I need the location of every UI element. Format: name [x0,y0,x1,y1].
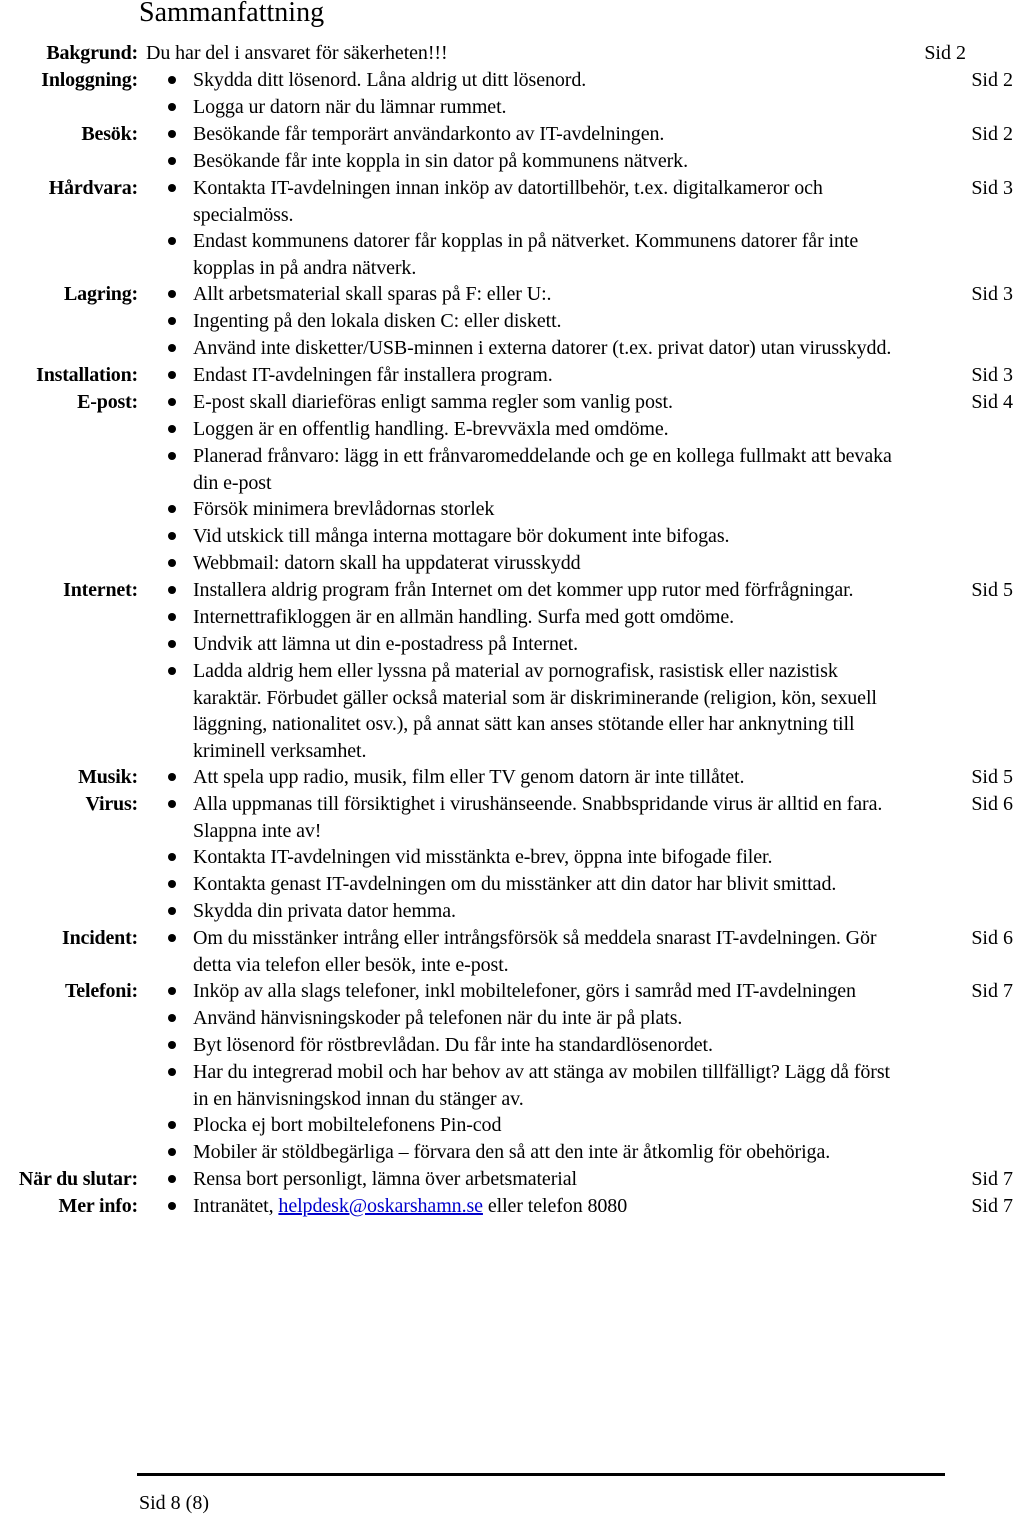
page-reference: Sid 7 [971,980,1013,1002]
page-reference-empty [903,1139,1015,1166]
section-label: Mer info: [58,1195,138,1217]
page-reference-empty [903,308,1015,335]
section-label-empty [0,1032,138,1059]
summary-item: Besökande får inte koppla in sin dator på kommunens nätverk. [138,148,903,175]
page-reference: Sid 6 [971,793,1013,815]
page-reference: Sid 7 [971,1168,1013,1190]
summary-row [0,335,960,362]
page-title: Sammanfattning [139,0,325,28]
summary-row [0,416,960,443]
summary-list [0,40,1013,1220]
summary-row [0,898,960,925]
summary-item: Du har del i ansvaret för säkerheten!!! [146,42,448,64]
summary-item: Att spela upp radio, musik, film eller TV genom datorn är inte tillåtet. [138,764,903,791]
page-reference: Sid 7 [971,1195,1013,1217]
summary-row [0,844,960,871]
page-reference-empty [903,523,1015,550]
page-reference-empty [903,1032,1015,1059]
summary-item: Byt lösenord för röstbrevlådan. Du får inte ha standardlösenordet. [138,1032,903,1059]
summary-item: Skydda din privata dator hemma. [138,898,903,925]
page-reference-empty [903,550,1015,577]
summary-item: Besökande får temporärt användarkonto av IT-avdelningen. [138,121,903,148]
summary-item: Rensa bort personligt, lämna över arbetsmaterial [138,1166,903,1193]
section-label: Telefoni: [64,980,138,1002]
summary-row-more-info [0,1193,1013,1220]
page-reference: Sid 3 [971,177,1013,199]
section-label-empty [0,496,138,523]
summary-row [0,1059,960,1112]
summary-row [0,148,960,175]
section-label: Bakgrund: [46,42,138,64]
summary-item: Ingenting på den lokala disken C: eller diskett. [138,308,903,335]
summary-row [0,496,960,523]
page-reference-empty [903,148,1015,175]
page-reference-empty [903,335,1015,362]
summary-item: Allt arbetsmaterial skall sparas på F: eller U:. [138,281,903,308]
summary-item: Vid utskick till många interna mottagare bör dokument inte bifogas. [138,523,903,550]
summary-item: Använd inte disketter/USB-minnen i externa datorer (t.ex. privat dator) utan virusskydd. [138,335,903,362]
summary-item: Mobiler är stöldbegärliga – förvara den så att den inte är åtkomlig för obehöriga. [138,1139,903,1166]
section-label-empty [0,148,138,175]
summary-item: Logga ur datorn när du lämnar rummet. [138,94,903,121]
summary-item: Installera aldrig program från Internet om det kommer upp rutor med förfrågningar. [138,577,903,604]
section-label: E-post: [77,391,138,413]
summary-row [0,658,960,764]
section-label-empty [0,335,138,362]
summary-item: Kontakta IT-avdelningen innan inköp av datortillbehör, t.ex. digitalkameror och specialmöss. [138,175,903,228]
page-reference-empty [903,228,1015,281]
section-label-empty [0,94,138,121]
summary-row [0,121,1013,148]
section-label-empty [0,308,138,335]
summary-item: Endast IT-avdelningen får installera program. [138,362,903,389]
more-info-suffix: eller telefon 8080 [482,1195,628,1217]
section-label-empty [0,1005,138,1032]
summary-row [0,443,960,496]
summary-row [0,925,1013,978]
footer-divider [137,1473,945,1476]
section-label: Besök: [81,123,138,145]
section-label-empty [0,898,138,925]
summary-row [0,1112,960,1139]
page-reference: Sid 6 [971,927,1013,949]
summary-item: Inköp av alla slags telefoner, inkl mobiltelefoner, görs i samråd med IT-avdelningen [138,978,903,1005]
section-label: Virus: [85,793,138,815]
summary-row [0,523,960,550]
more-info-prefix: Intranätet, [193,1195,279,1217]
summary-row [0,631,960,658]
summary-item: Om du misstänker intrång eller intrångsförsök så meddela snarast IT-avdelningen. Gör detta via telefon eller besök, inte e-post. [138,925,903,978]
summary-item: Skydda ditt lösenord. Låna aldrig ut ditt lösenord. [138,67,903,94]
summary-row [0,550,960,577]
helpdesk-email-link[interactable]: helpdesk@oskarshamn.se [278,1195,483,1217]
page-reference: Sid 5 [971,766,1013,788]
section-label-empty [0,658,138,764]
section-label: När du slutar: [18,1168,138,1190]
summary-row [0,228,960,281]
page-reference: Sid 3 [971,283,1013,305]
page-reference-empty [903,416,1015,443]
section-label-empty [0,550,138,577]
page-reference-empty [903,604,1015,631]
section-label-empty [0,443,138,496]
section-label: Hårdvara: [48,177,138,199]
summary-row [0,577,1013,604]
summary-row [0,791,1013,844]
summary-item: Loggen är en offentlig handling. E-brevväxla med omdöme. [138,416,903,443]
page-reference-empty [903,443,1015,496]
summary-row [0,67,1013,94]
summary-item: Ladda aldrig hem eller lyssna på material av pornografisk, rasistisk eller nazistisk karaktär. Förbudet gäller också material som är diskriminerande (religion, kön, sexuell läggning, nationalitet osv.), på annat sätt kan anses stötande eller har anknytning till kriminell verksamhet. [138,658,903,764]
summary-row [0,389,1013,416]
section-label-empty [0,604,138,631]
summary-item: Undvik att lämna ut din e-postadress på Internet. [138,631,903,658]
footer-page-number: Sid 8 (8) [139,1492,209,1514]
summary-row [0,764,1013,791]
summary-item: Plocka ej bort mobiltelefonens Pin-cod [138,1112,903,1139]
summary-row [0,281,1013,308]
page-reference-empty [903,871,1015,898]
section-label-empty [0,416,138,443]
section-label-empty [0,844,138,871]
page-reference: Sid 2 [971,69,1013,91]
summary-item: Kontakta IT-avdelningen vid misstänkta e-brev, öppna inte bifogade filer. [138,844,903,871]
section-label: Installation: [36,364,138,386]
page-reference: Sid 3 [971,364,1013,386]
page-reference-empty [903,1112,1015,1139]
section-label-empty [0,1059,138,1112]
summary-item: Alla uppmanas till försiktighet i virushänseende. Snabbspridande virus är alltid en fara. Slappna inte av! [138,791,903,844]
summary-row [0,94,960,121]
summary-row [0,308,960,335]
page-reference-empty [903,898,1015,925]
section-label: Musik: [78,766,138,788]
summary-item: Använd hänvisningskoder på telefonen när du inte är på plats. [138,1005,903,1032]
section-label: Lagring: [64,283,138,305]
page-reference-empty [903,658,1015,764]
summary-row [0,1139,960,1166]
section-label-empty [0,1112,138,1139]
more-info-item [138,1193,903,1220]
summary-item: Har du integrerad mobil och har behov av att stänga av mobilen tillfälligt? Lägg då först in en hänvisningskod innan du stänger av. [138,1059,903,1112]
page-reference-empty [903,94,1015,121]
summary-row [0,362,1013,389]
section-label: Internet: [63,579,138,601]
page-reference-empty [903,1059,1015,1112]
summary-row [0,1166,1013,1193]
summary-item: Kontakta genast IT-avdelningen om du misstänker att din dator har blivit smittad. [138,871,903,898]
summary-row [0,1032,960,1059]
summary-row [0,40,966,67]
page-reference-empty [903,631,1015,658]
summary-item: Internettrafikloggen är en allmän handling. Surfa med gott omdöme. [138,604,903,631]
summary-item: E-post skall diarieföras enligt samma regler som vanlig post. [138,389,903,416]
page-reference: Sid 2 [971,123,1013,145]
summary-row [0,871,960,898]
summary-item: Försök minimera brevlådornas storlek [138,496,903,523]
summary-item: Webbmail: datorn skall ha uppdaterat virusskydd [138,550,903,577]
page-reference-empty [903,1005,1015,1032]
summary-row [0,175,1013,228]
page-reference-empty [903,844,1015,871]
page-reference: Sid 5 [971,579,1013,601]
summary-row [0,1005,960,1032]
section-label: Incident: [62,927,138,949]
section-label-empty [0,523,138,550]
summary-row [0,978,1013,1005]
section-label-empty [0,871,138,898]
section-label-empty [0,228,138,281]
summary-item: Planerad frånvaro: lägg in ett frånvaromeddelande och ge en kollega fullmakt att bevaka din e-post [138,443,903,496]
page-reference: Sid 2 [924,42,966,64]
page-reference: Sid 4 [971,391,1013,413]
summary-row [0,604,960,631]
section-label-empty [0,631,138,658]
page-reference-empty [903,496,1015,523]
summary-item: Endast kommunens datorer får kopplas in på nätverket. Kommunens datorer får inte kopplas in på andra nätverk. [138,228,903,281]
section-label-empty [0,1139,138,1166]
section-label: Inloggning: [41,69,138,91]
